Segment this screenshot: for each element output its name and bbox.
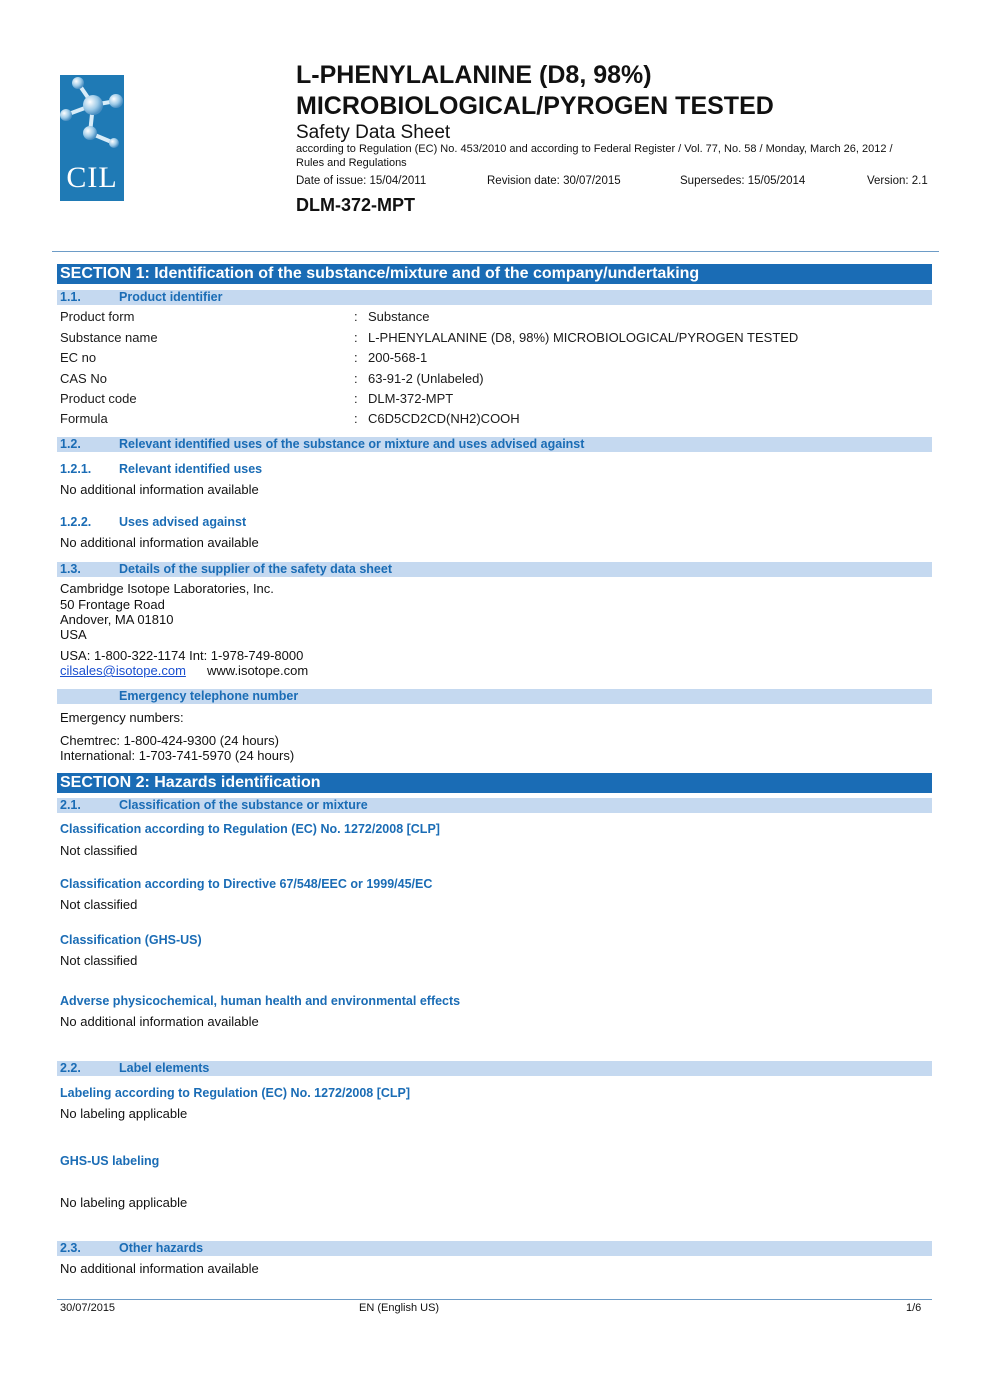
document-title (296, 60, 774, 122)
ghs-labeling-text: No labeling applicable (60, 1195, 188, 1210)
supplier-website: www.isotope.com (207, 663, 309, 678)
product-code-heading: DLM-372-MPT (296, 195, 416, 215)
regulation-text (296, 143, 936, 170)
clp-classification-heading: Classification according to Regulation (EC) No. 1272/2008 [CLP] (60, 822, 440, 836)
directive-classification-text: Not classified (60, 897, 138, 912)
ghs-classification-heading: Classification (GHS-US) (60, 933, 202, 947)
section-2-header: SECTION 2: Hazards identification (57, 773, 932, 793)
regulation-line-2: Rules and Regulations (296, 156, 407, 169)
supplier-city: Andover, MA 01810 (60, 612, 174, 627)
title-line-2: MICROBIOLOGICAL/PYROGEN TESTED (296, 92, 774, 120)
footer-date: 30/07/2015 (60, 1302, 116, 1314)
other-hazards-text: No additional information available (60, 1261, 259, 1276)
ghs-labeling-heading: GHS-US labeling (60, 1154, 160, 1168)
subsection-label: Relevant identified uses of the substance or mixture and uses advised against (119, 437, 585, 451)
subsection-label: Other hazards (119, 1241, 204, 1255)
subsection-number: 1.3. (60, 562, 81, 576)
supplier-phones: USA: 1-800-322-1174 Int: 1-978-749-8000 (60, 648, 304, 663)
identifier-value: L-PHENYLALANINE (D8, 98%) MICROBIOLOGICAL/PYROGEN TESTED (368, 330, 799, 345)
subsection-1-3 (57, 562, 932, 577)
identifier-colon: : (354, 309, 358, 324)
subsection-label: Uses advised against (119, 515, 247, 529)
subsection-label: Details of the supplier of the safety data sheet (119, 562, 392, 576)
section-1-header: SECTION 1: Identification of the substance/mixture and of the company/undertaking (57, 264, 932, 284)
footer-divider (57, 1299, 932, 1300)
identifier-key: CAS No (60, 371, 107, 386)
revision-date: Revision date: 30/07/2015 (487, 175, 621, 187)
document-subtitle: Safety Data Sheet (296, 122, 451, 143)
logo-text: CIL (66, 161, 118, 194)
header-divider (52, 251, 939, 252)
identifier-key: Formula (60, 411, 108, 426)
subsection-number: 2.1. (60, 798, 81, 812)
identifier-colon: : (354, 411, 358, 426)
clp-classification-text: Not classified (60, 843, 138, 858)
subsection-label: Product identifier (119, 290, 223, 304)
supersedes-date: Supersedes: 15/05/2014 (680, 175, 806, 187)
labeling-clp-text: No labeling applicable (60, 1106, 188, 1121)
subsection-number: 1.2. (60, 437, 81, 451)
labeling-clp-heading: Labeling according to Regulation (EC) No. 1272/2008 [CLP] (60, 1086, 411, 1100)
identifier-key: Substance name (60, 330, 158, 345)
uses-advised-against-text: No additional information available (60, 535, 259, 550)
emergency-chemtrec: Chemtrec: 1-800-424-9300 (24 hours) (60, 733, 279, 748)
company-logo (60, 75, 124, 201)
identifier-key: Product code (60, 391, 137, 406)
subsection-2-2 (57, 1061, 932, 1076)
identifier-colon: : (354, 371, 358, 386)
emergency-international: International: 1-703-741-5970 (24 hours) (60, 748, 295, 763)
supplier-street: 50 Frontage Road (60, 597, 165, 612)
footer-page-number: 1/6 (906, 1302, 922, 1314)
subsection-number: 2.3. (60, 1241, 81, 1255)
regulation-line-1: according to Regulation (EC) No. 453/2010 and according to Federal Register / Vol. 77, No. 58 / Monday, March 26, 2012 / (296, 143, 893, 155)
subsection-label: Classification of the substance or mixture (119, 798, 368, 812)
supplier-email-link[interactable]: cilsales@isotope.com (60, 663, 186, 678)
identifier-colon: : (354, 350, 358, 365)
subsection-1-2 (57, 437, 932, 452)
subsection-1-2-1 (60, 462, 460, 478)
version-number: Version: 2.1 (867, 175, 928, 187)
identifier-value: C6D5CD2CD(NH2)COOH (368, 411, 520, 426)
subsection-label: Relevant identified uses (119, 462, 263, 476)
identifier-value: 200-568-1 (368, 350, 428, 365)
subsection-label: Emergency telephone number (119, 689, 299, 703)
identifier-value: Substance (368, 309, 430, 324)
identifier-key: EC no (60, 350, 97, 365)
title-line-1: L-PHENYLALANINE (D8, 98%) (296, 61, 652, 89)
subsection-number: 1.2.1. (60, 462, 92, 476)
subsection-number: 2.2. (60, 1061, 81, 1075)
directive-classification-heading: Classification according to Directive 67/548/EEC or 1999/45/EC (60, 877, 433, 891)
adverse-effects-heading: Adverse physicochemical, human health and environmental effects (60, 994, 461, 1008)
supplier-country: USA (60, 627, 87, 642)
subsection-1-2-2 (60, 515, 460, 531)
subsection-number: 1.2.2. (60, 515, 92, 529)
identifier-value: 63-91-2 (Unlabeled) (368, 371, 484, 386)
identifier-colon: : (354, 330, 358, 345)
subsection-1-1 (57, 290, 932, 305)
subsection-number: 1.1. (60, 290, 81, 304)
ghs-classification-text: Not classified (60, 953, 138, 968)
relevant-uses-text: No additional information available (60, 482, 259, 497)
identifier-key: Product form (60, 309, 135, 324)
identifier-value: DLM-372-MPT (368, 391, 454, 406)
identifier-colon: : (354, 391, 358, 406)
supplier-name: Cambridge Isotope Laboratories, Inc. (60, 581, 274, 596)
subsection-2-1 (57, 798, 932, 813)
subsection-1-4 (57, 689, 932, 704)
adverse-effects-text: No additional information available (60, 1014, 259, 1029)
subsection-label: Label elements (119, 1061, 210, 1075)
emergency-heading: Emergency numbers: (60, 710, 184, 725)
footer-language: EN (English US) (359, 1302, 440, 1314)
date-of-issue: Date of issue: 15/04/2011 (296, 175, 427, 187)
subsection-2-3 (57, 1241, 932, 1256)
